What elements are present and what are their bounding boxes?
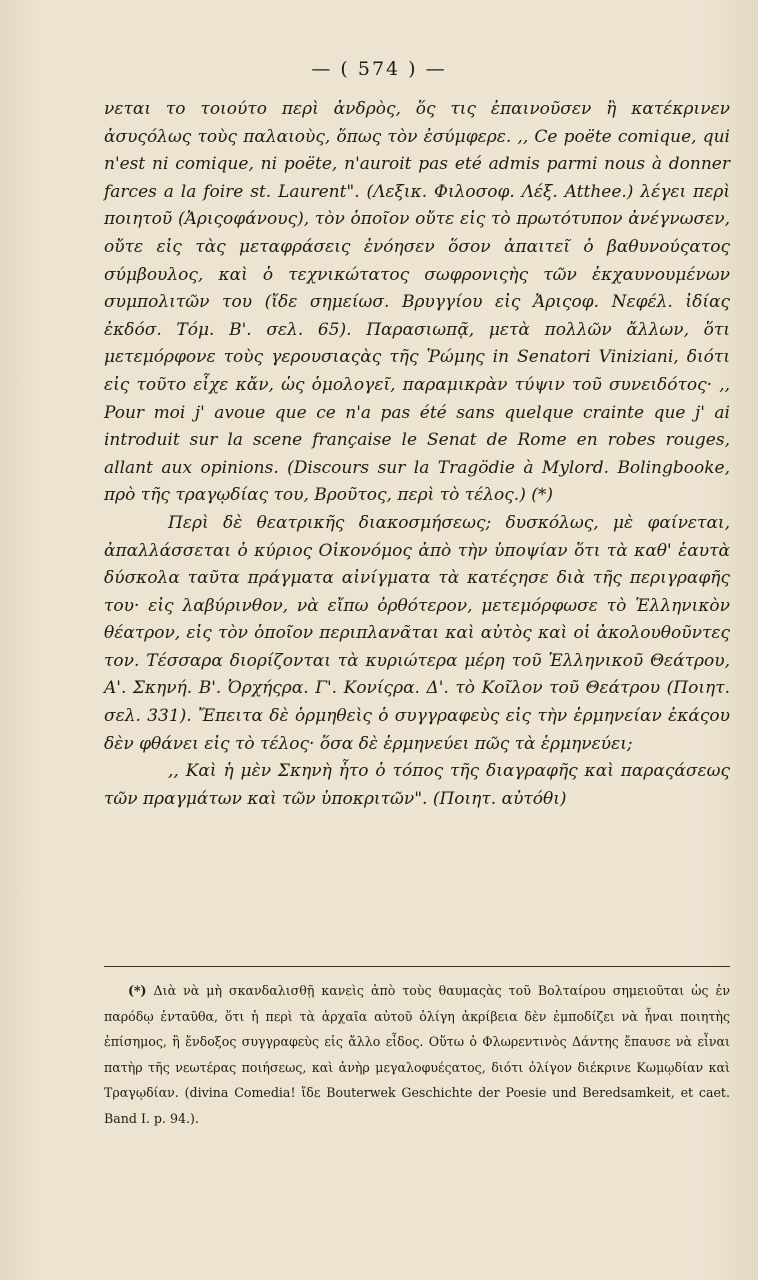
footnote-marker: (*) (128, 983, 147, 998)
footnote-text: Διὰ νὰ μὴ σκανδαλισθῇ κανεὶς ἀπὸ τοὺς θαυμαςὰς τοῦ Βολταίρου σημειοῦται ὡς ἐν παρόδῳ ἐνταῦθα, ὅτι ἡ περὶ τὰ ἀρχαῖα αὐτοῦ ὀλίγη ἀκρίβεια δὲν ἐμποδίζει νὰ ἦναι ποιητὴς ἐπίσημος, ἢ ἔνδοξος συγγραφεὺς εἰς ἄλλο εἶδος. Οὕτω ὁ Φλωρεντινὸς Δάντης ἔπαυσε νὰ εἶναι πατὴρ τῆς νεωτέρας ποιήσεως, καὶ ἀνὴρ μεγαλοφυέςατος, διότι ὀλίγον διέκρινε Κωμῳδίαν καὶ Τραγῳδίαν. (divina Comedia! ἴδε Bouterwek Geschichte der Poesie und Beredsamkeit, et caet. Band I. p. 94.). (104, 983, 730, 1126)
page-number: — ( 574 ) — (311, 58, 447, 80)
paragraph-2: Περὶ δὲ θεατρικῆς διακοσμήσεως; δυσκόλως, μὲ φαίνεται, ἀπαλλάσσεται ὁ κύριος Οἰκονόμος ἀπὸ τὴν ὑποψίαν ὅτι τὰ καθ' ἑαυτὰ δύσκολα ταῦτα πράγματα αἰνίγματα τὰ κατέςησε διὰ τῆς περιγραφῆς του· εἰς λαβύρινθον, νὰ εἴπω ὀρθότερον, μετεμόρφωσε τὸ Ἑλληνικὸν θέατρον, εἰς τὸν ὁποῖον περιπλανᾶται καὶ αὐτὸς καὶ οἱ ἀκολουθοῦντες τον. Τέσσαρα διορίζονται τὰ κυριώτερα μέρη τοῦ Ἑλληνικοῦ Θεάτρου, Α'. Σκηνή. Β'. Ὀρχήςρα. Γ'. Κονίςρα. Δ'. τὸ Κοῖλον τοῦ Θεάτρου (Ποιητ. σελ. 331). Ἔπειτα δὲ ὁρμηθεὶς ὁ συγγραφεὺς εἰς τὴν ἑρμηνείαν ἑκάςου δὲν φθάνει εἰς τὸ τέλος· ὅσα δὲ ἑρμηνεύει πῶς τὰ ἑρμηνεύει; (104, 512, 730, 754)
paragraph-1: νεται το τοιούτο περὶ ἀνδρὸς, ὅς τις ἐπαινοῦσεν ἢ κατέκρινεν ἀσυςόλως τοὺς παλαιοὺς, ὅπως τὸν ἐσύμφερε. ,, Ce poëte comique, qui n'est ni comique, ni poëte, n'auroit pas eté admis parmi nous à donner farces a la foire st. Laurent". (Λεξικ. Φιλοσοφ. Λέξ. Atthee.) λέγει περὶ ποιητοῦ (Ἀριςοφάνους), τὸν ὁποῖον οὔτε εἰς τὸ πρωτότυπον ἀνέγνωσεν, οὔτε εἰς τὰς μεταφράσεις ἐνόησεν ὅσον ἀπαιτεῖ ὁ βαθυνούςατος σύμβουλος, καὶ ὁ τεχνικώτατος σωφρονιςὴς τῶν ἐκχαυνουμένων συμπολιτῶν του (ἴδε σημείωσ. Βρυγγίου εἰς Ἀριςοφ. Νεφέλ. ἰδίας ἐκδόσ. Τόμ. Β'. σελ. 65). Παρασιωπᾷ, μετὰ πολλῶν ἄλλων, ὅτι μετεμόρφονε τοὺς γερουσιαςὰς τῆς Ῥώμης in Senatori Viniziani, διότι εἰς τοῦτο εἶχε κἄν, ὡς ὁμολογεῖ, παραμικρὰν τύψιν τοῦ συνειδότος· ,, Pour moi j' avoue que ce n'a pas été sans quelque crainte que j' ai introduit sur la scene française le Senat de Rome en robes rouges, allant aux opinions. (Discours sur la Tragödie à Mylord. Bolingbooke, πρὸ τῆς τραγῳδίας του, Βροῦτος, περὶ τὸ τέλος.) (*) (104, 99, 730, 506)
footnote (104, 978, 730, 1132)
footnote-divider (104, 966, 730, 967)
paragraph-3: ,, Καὶ ἡ μὲν Σκηνὴ ἦτο ὁ τόπος τῆς διαγραφῆς καὶ παραςάσεως τῶν πραγμάτων καὶ τῶν ὑποκριτῶν". (Ποιητ. αὐτόθι) (104, 761, 730, 809)
main-text (104, 96, 730, 813)
